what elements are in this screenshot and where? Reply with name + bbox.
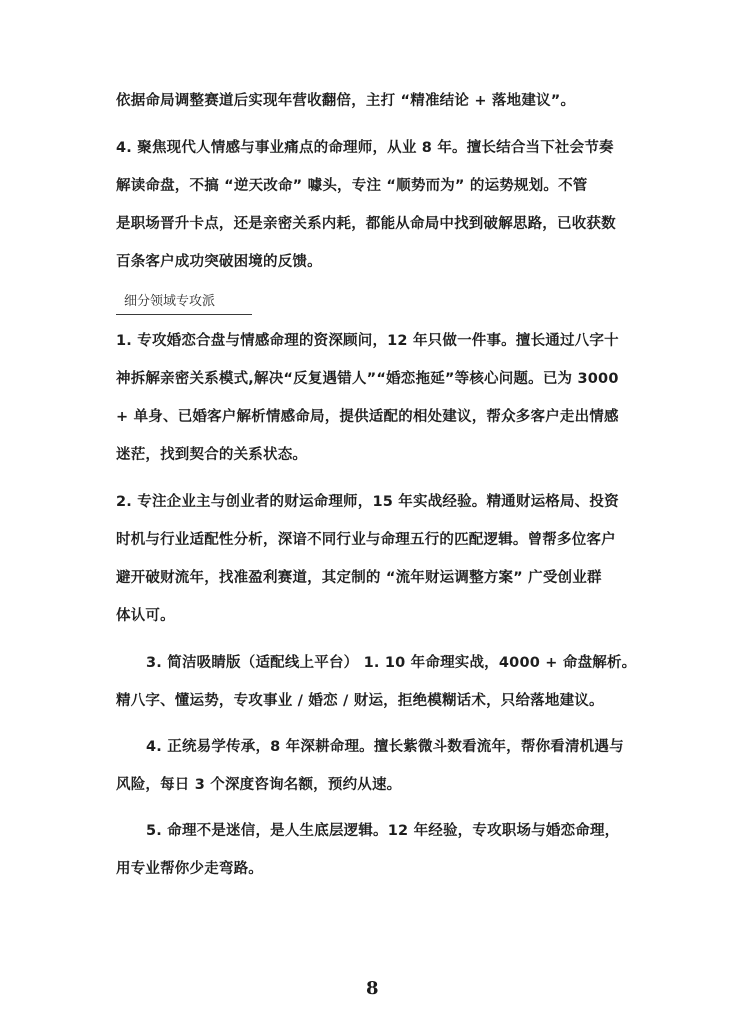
- text-line: 避开破财流年，找准盈利赛道，其定制的 “流年财运调整方案” 广受创业群: [116, 570, 602, 586]
- text-line: 1. 专攻婚恋合盘与情感命理的资深顾问，12 年只做一件事。擅长通过八字十: [116, 333, 619, 349]
- text-line: 4. 聚焦现代人情感与事业痛点的命理师，从业 8 年。擅长结合当下社会节奏: [116, 140, 614, 156]
- text-line: 体认可。: [116, 608, 175, 624]
- text-line: + 单身、已婚客户解析情感命局，提供适配的相处建议，帮众多客户走出情感: [116, 409, 619, 425]
- page-number: 8: [366, 978, 379, 999]
- text-line: 3. 简洁吸睛版（适配线上平台） 1. 10 年命理实战，4000 + 命盘解析。: [146, 655, 637, 671]
- text-line: 4. 正统易学传承，8 年深耕命理。擅长紫微斗数看流年，帮你看清机遇与: [146, 739, 624, 755]
- text-line: 依据命局调整赛道后实现年营收翻倍，主打 “精准结论 + 落地建议”。: [116, 93, 576, 109]
- text-line: 神拆解亲密关系模式,解决“反复遇错人”“婚恋拖延”等核心问题。已为 3000: [116, 371, 619, 387]
- text-line: 精八字、懂运势，专攻事业 / 婚恋 / 财运，拒绝模糊话术，只给落地建议。: [116, 693, 604, 709]
- section-heading-underline: [116, 314, 252, 315]
- text-line: 百条客户成功突破困境的反馈。: [116, 254, 322, 270]
- text-line: 风险，每日 3 个深度咨询名额，预约从速。: [116, 777, 402, 793]
- text-line: 2. 专注企业主与创业者的财运命理师，15 年实战经验。精通财运格局、投资: [116, 494, 619, 510]
- section-heading: 细分领域专攻派: [124, 294, 216, 309]
- text-line: 5. 命理不是迷信，是人生底层逻辑。12 年经验，专攻职场与婚恋命理，: [146, 823, 620, 839]
- text-line: 时机与行业适配性分析，深谙不同行业与命理五行的匹配逻辑。曾帮多位客户: [116, 532, 616, 548]
- text-line: 用专业帮你少走弯路。: [116, 861, 263, 877]
- text-line: 是职场晋升卡点，还是亲密关系内耗，都能从命局中找到破解思路，已收获数: [116, 216, 616, 232]
- text-line: 解读命盘，不搞 “逆天改命” 噱头，专注 “顺势而为” 的运势规划。不管: [116, 178, 588, 194]
- text-line: 迷茫，找到契合的关系状态。: [116, 447, 308, 463]
